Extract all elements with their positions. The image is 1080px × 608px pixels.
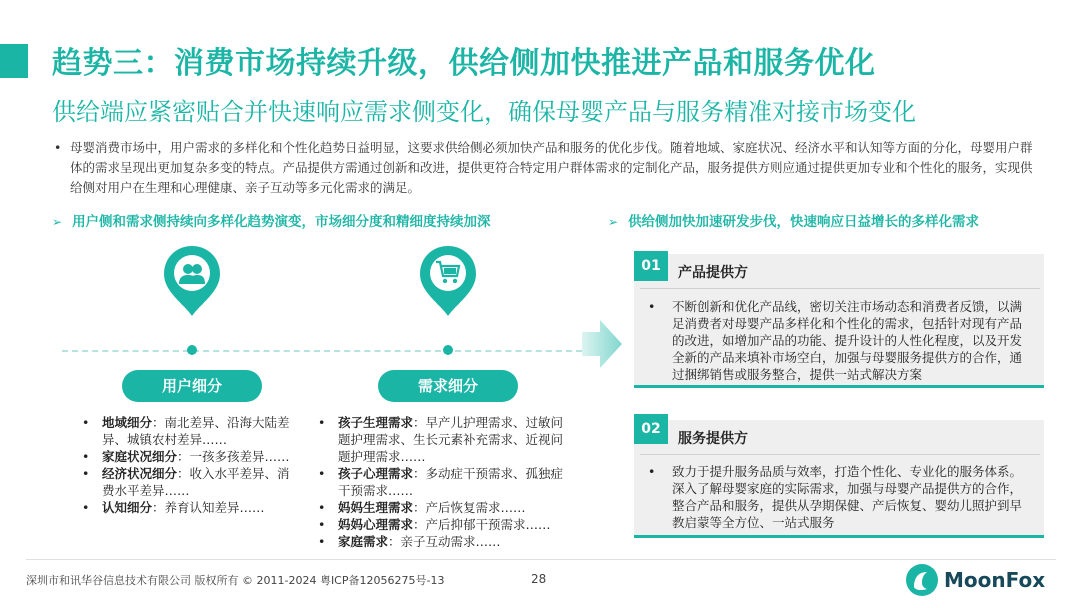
card-divider — [640, 288, 1040, 289]
chevron-right-icon: ➢ — [608, 215, 619, 229]
right-section-heading — [608, 210, 979, 230]
bullet-icon: • — [648, 464, 656, 479]
left-section-heading — [52, 210, 491, 230]
footer-divider — [26, 559, 1056, 560]
list-item: • 地域细分：南北差异、沿海大陆差异、城镇农村差异…… — [78, 414, 300, 448]
cart-icon — [434, 258, 462, 286]
list-item: • 认知细分：养育认知差异…… — [78, 499, 300, 516]
list-item: • 家庭状况细分：一孩多孩差异…… — [78, 448, 300, 465]
bullet-icon: • — [648, 299, 656, 314]
moonfox-logo-text: MoonFox — [944, 568, 1046, 592]
intro-paragraph — [52, 138, 1042, 198]
list-item: • 妈妈心理需求：产后抑郁干预需求…… — [314, 516, 570, 533]
user-segment-pill: 用户细分 — [122, 370, 262, 402]
page-subtitle: 供给端应紧密贴合并快速响应需求侧变化，确保母婴产品与服务精准对接市场变化 — [52, 98, 916, 126]
title-accent-bar — [0, 44, 28, 78]
right-arrow-icon — [582, 318, 622, 370]
list-item: • 孩子生理需求：早产儿护理需求、过敏问题护理需求、生长元素补充需求、近视问题护理需求…… — [314, 414, 570, 465]
list-item: • 家庭需求：亲子互动需求…… — [314, 533, 570, 550]
demand-segment-list — [314, 414, 570, 550]
footer-copyright: 深圳市和讯华谷信息技术有限公司 版权所有 © 2011-2024 粤ICP备12056275号-13 — [26, 574, 445, 587]
dashed-axis — [62, 350, 582, 352]
list-item: • 经济状况细分：收入水平差异、消费水平差异…… — [78, 465, 300, 499]
card-number-01: 01 — [634, 251, 668, 281]
chevron-right-icon: ➢ — [52, 215, 63, 229]
card-number-02: 02 — [634, 414, 668, 444]
user-pin — [162, 244, 222, 318]
bullet-icon: • — [54, 140, 62, 155]
demand-segment-pill: 需求细分 — [378, 370, 518, 402]
users-icon — [178, 258, 206, 286]
card-body-product — [644, 298, 1034, 383]
card-title-product: 产品提供方 — [678, 265, 748, 281]
page-title: 趋势三：消费市场持续升级，供给侧加快推进产品和服务优化 — [52, 46, 876, 81]
left-heading-text: 用户侧和需求侧持续向多样化趋势演变，市场细分度和精细度持续加深 — [72, 214, 491, 230]
card-body-text: 致力于提升服务品质与效率，打造个性化、专业化的服务体系。深入了解母婴家庭的实际需求，加强与母婴产品提供方的合作，整合产品和服务，提供从孕期保健、产后恢复、婴幼儿照护到早教启蒙等全方位、一站式服务 — [672, 464, 1023, 530]
demand-pin — [418, 244, 478, 318]
card-title-service: 服务提供方 — [678, 431, 748, 447]
list-item: • 孩子心理需求：多动症干预需求、孤独症干预需求…… — [314, 465, 570, 499]
axis-dot-user — [187, 345, 197, 355]
user-segment-list — [78, 414, 300, 516]
card-body-service — [644, 463, 1034, 531]
intro-text: 母婴消费市场中，用户需求的多样化和个性化趋势日益明显，这要求供给侧必须加快产品和服务的优化步伐。随着地域、家庭状况、经济水平和认知等方面的分化，母婴用户群体的需求呈现出更加复杂多变的特点。产品提供方需通过创新和改进，提供更符合特定用户群体需求的定制化产品，服务提供方则应通过提供更加专业和个性化的服务，实现供给侧对用户在生理和心理健康、亲子互动等多元化需求的满足。 — [70, 140, 1033, 195]
card-body-text: 不断创新和优化产品线，密切关注市场动态和消费者反馈，以满足消费者对母婴产品多样化和个性化的需求，包括针对现有产品的改进，如增加产品的功能、提升设计的人性化程度，以及开发全新的产品来填补市场空白，加强与母婴服务提供方的合作，通过捆绑销售或服务整合，提供一站式解决方案 — [672, 299, 1023, 382]
axis-dot-demand — [443, 345, 453, 355]
list-item: • 妈妈生理需求：产后恢复需求…… — [314, 499, 570, 516]
page-number: 28 — [531, 572, 547, 586]
moonfox-logo-icon — [905, 563, 939, 597]
right-heading-text: 供给侧加快加速研发步伐，快速响应日益增长的多样化需求 — [628, 214, 980, 230]
card-divider — [640, 454, 1040, 455]
